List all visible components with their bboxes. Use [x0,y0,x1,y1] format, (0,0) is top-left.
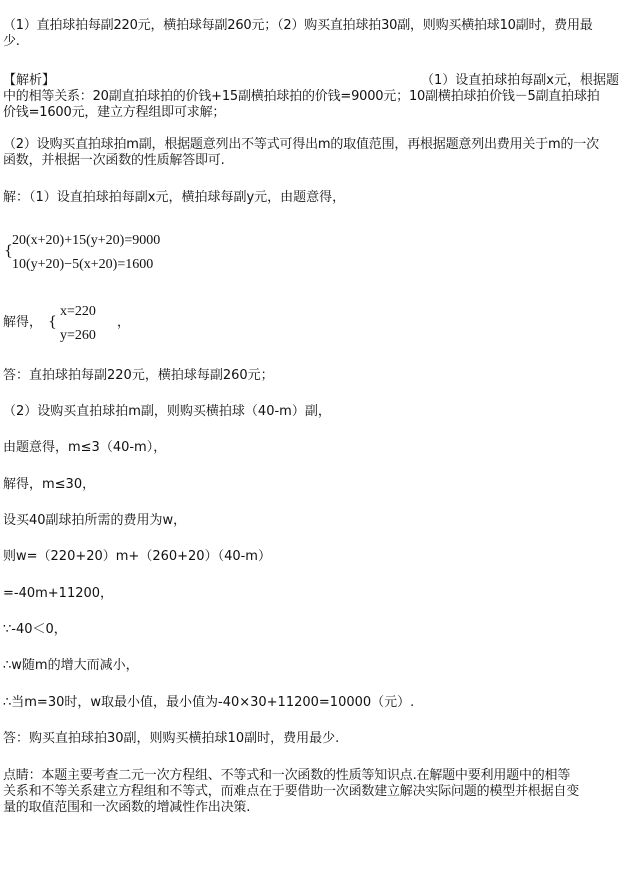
answer-2: 答：购买直拍球拍30副，则购买横拍球10副时，费用最少. [3,731,340,746]
comment-line-2: 关系和不等关系建立方程组和不等式，而难点在于要借助一次函数建立解决实际问题的模型并根据自变 [3,784,580,799]
solution-setup: 解：（1）设直拍球拍每副x元，横拍球每副y元，由题意得， [3,190,346,205]
equation-2: 10(y+20)−5(x+20)=1600 [12,257,154,272]
answer-1: 答：直拍球拍每副220元，横拍球每副260元； [3,368,274,383]
analysis-part2-line-1: （2）设购买直拍球拍m副，根据题意列出不等式可得出m的取值范围，再根据题意列出费用关于m的一次 [3,137,599,152]
part2-line-2: 由题意得，m≤3（40-m）， [3,440,167,455]
part2-line-7: ∵-40＜0， [3,622,67,637]
solution-tail-comma: ， [117,315,131,330]
part2-line-5: 则w=（220+20）m+（260+20）（40-m） [3,549,271,564]
comment-line-3: 量的取值范围和一次函数的增减性作出决策. [3,800,251,815]
solution-x-value: x=220 [60,304,96,319]
part2-line-4: 设买40副球拍所需的费用为w， [3,513,187,528]
analysis-line-2: 中的相等关系：20副直拍球拍的价钱+15副横拍球拍的价钱=9000元；10副横拍球拍价钱－5副直拍球拍 [3,89,600,104]
question-answer-line-1: （1）直拍球拍每副220元，横拍球每副260元；（2）购买直拍球拍30副，则购买横拍球10副时，费用最 [3,18,593,33]
system-brace: { [4,243,13,259]
comment-line-1: 点睛：本题主要考查二元一次方程组、不等式和一次函数的性质等知识点.在解题中要利用题中的相等 [3,768,571,783]
part2-line-6: =-40m+11200， [3,586,114,601]
analysis-title: 【解析】 [3,73,56,88]
equation-1: 20(x+20)+15(y+20)=9000 [12,233,161,248]
part2-line-8: ∴w随m的增大而减小， [3,658,139,673]
analysis-line-3: 价钱=1600元，建立方程组即可求解； [3,105,226,120]
question-answer-line-2: 少. [3,34,20,49]
solution-brace: { [48,314,57,330]
analysis-part2-line-2: 函数，并根据一次函数的性质解答即可. [3,153,225,168]
solve-label: 解得， [3,315,43,330]
part2-line-9: ∴当m=30时，w取最小值，最小值为-40×30+11200=10000（元）. [3,695,415,710]
solution-y-value: y=260 [60,328,96,343]
part2-line-1: （2）设购买直拍球拍m副，则购买横拍球（40-m）副， [3,404,331,419]
analysis-right-note: （1）设直拍球拍每副x元，根据题 [421,73,619,88]
part2-line-3: 解得，m≤30， [3,477,96,492]
